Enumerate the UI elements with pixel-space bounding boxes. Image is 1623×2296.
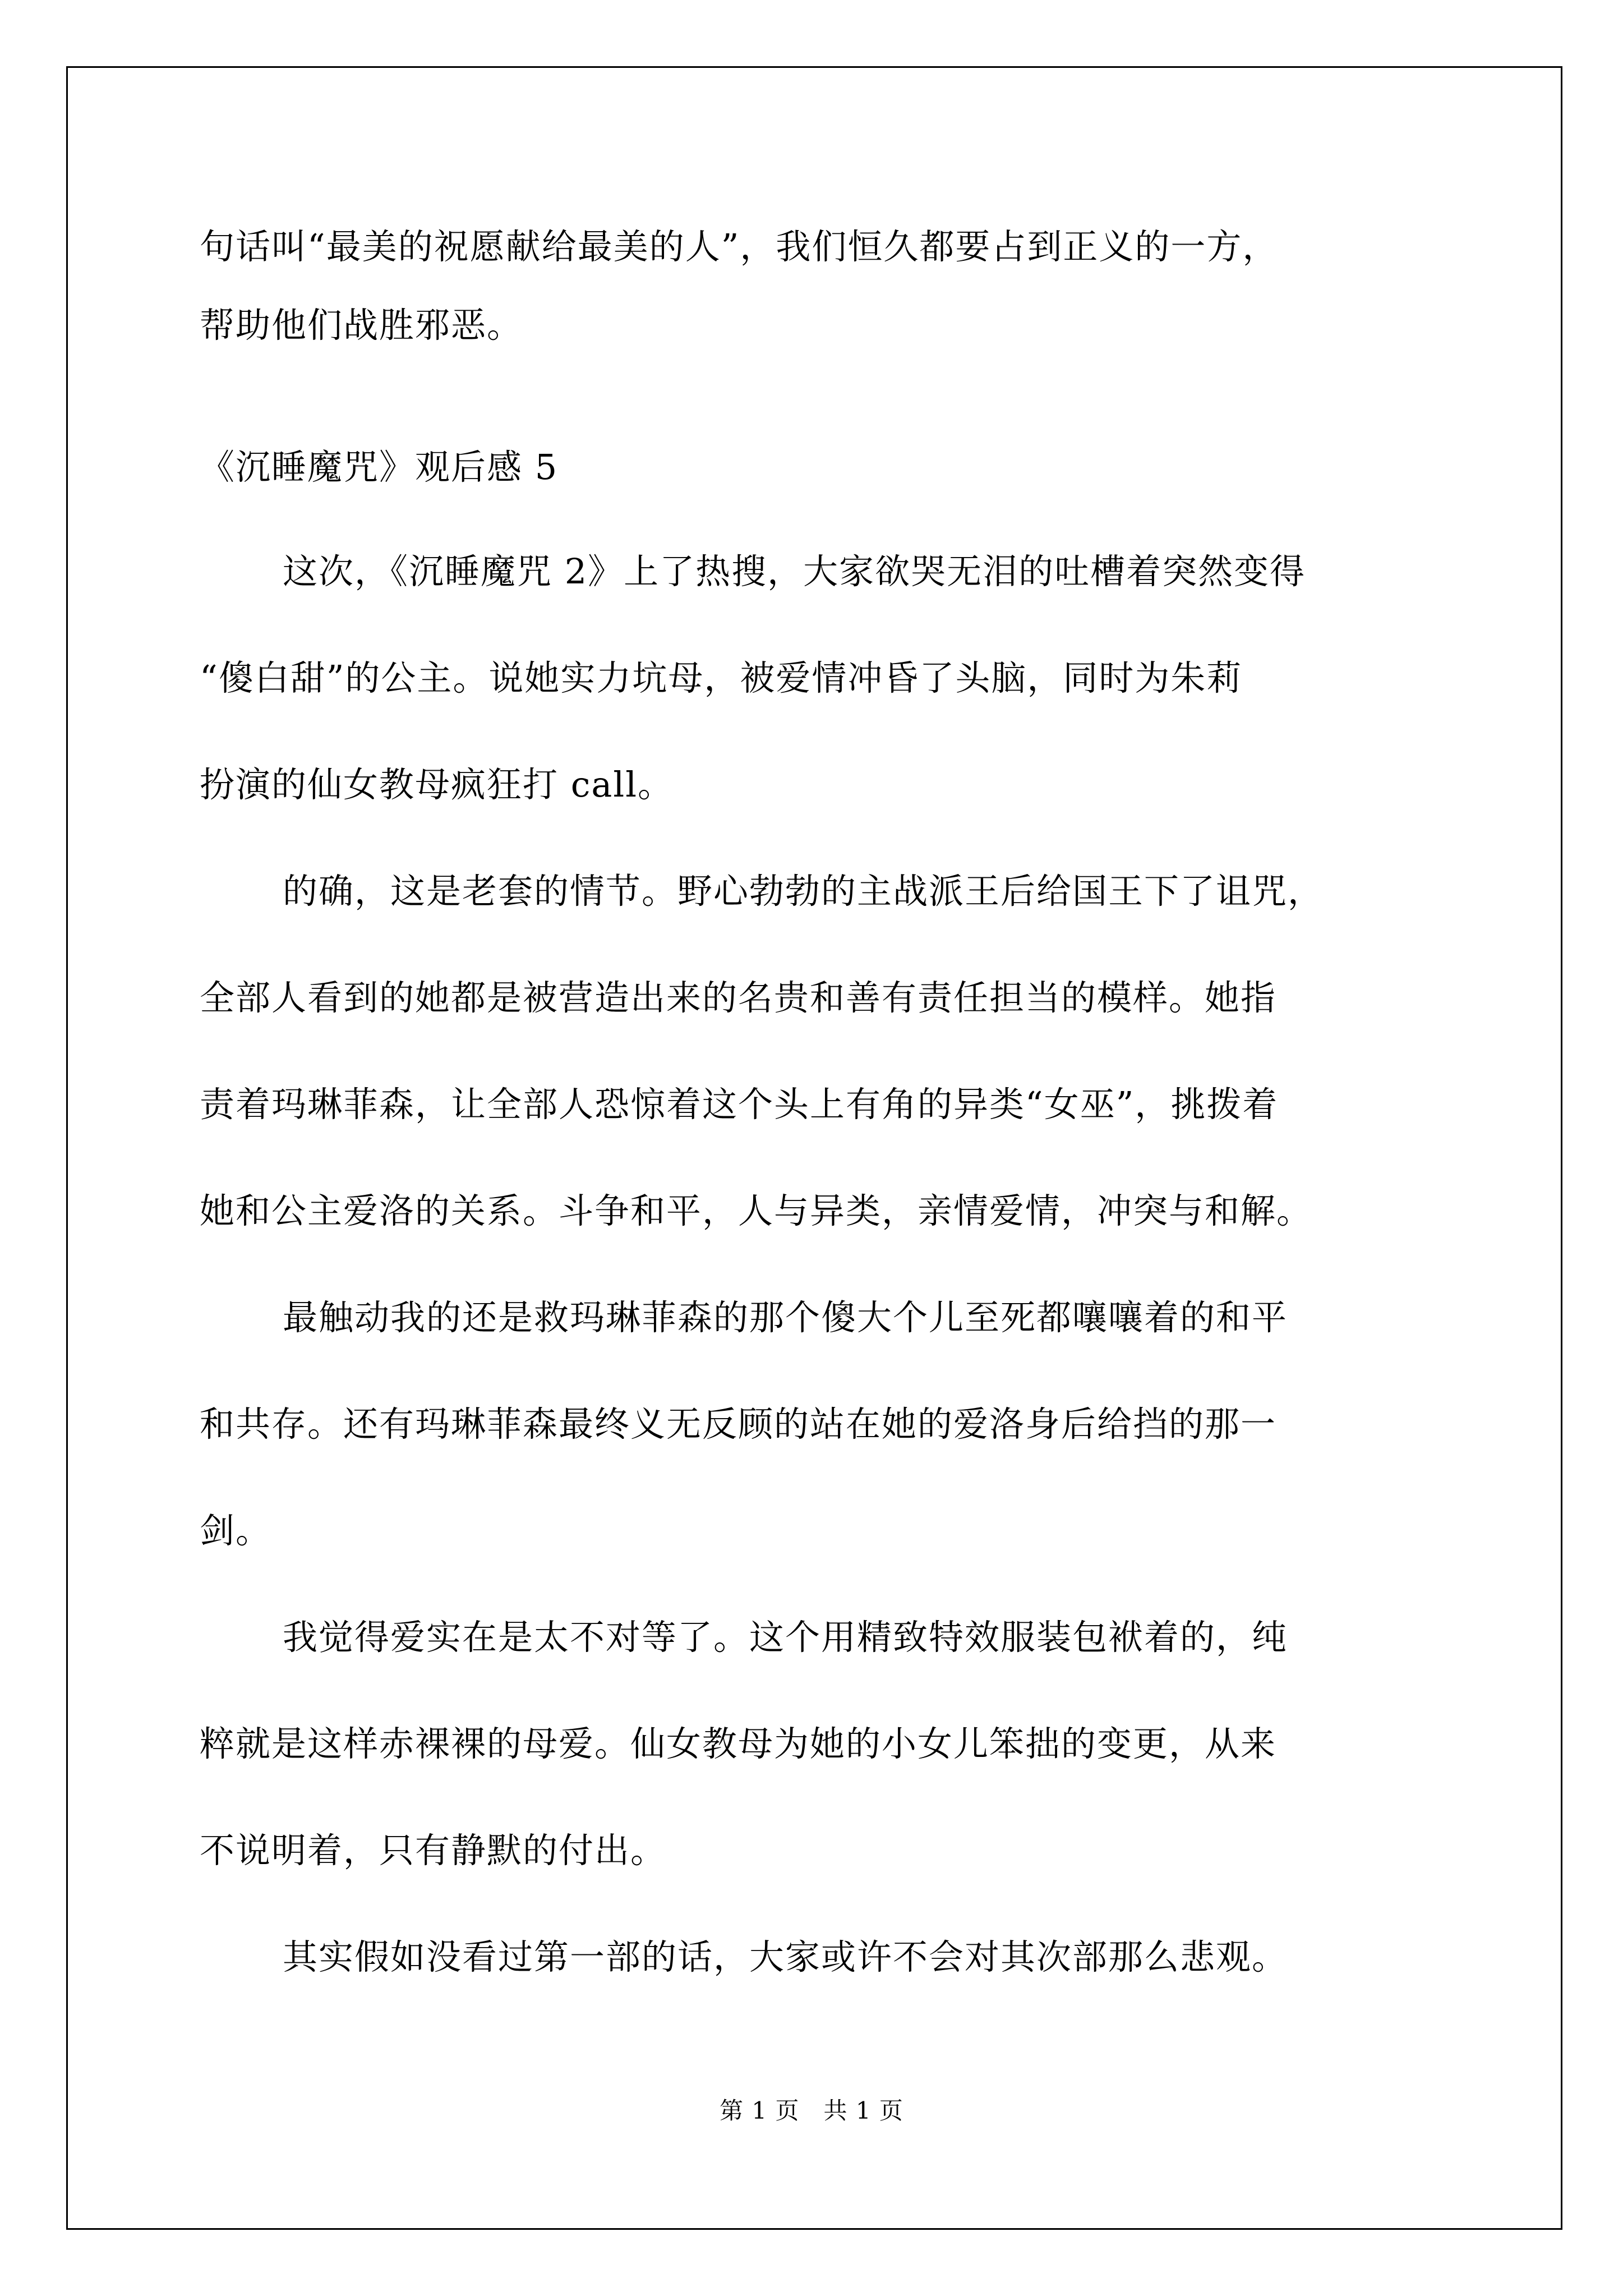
paragraph-line: 句话叫“最美的祝愿献给最美的人”，我们恒久都要占到正义的一方，: [200, 226, 1279, 267]
paragraph-line: 责着玛琳菲森，让全部人恐惊着这个头上有角的异类“女巫”，挑拨着: [200, 1084, 1279, 1125]
paragraph-line: 扮演的仙女教母疯狂打 call。: [200, 764, 674, 805]
paragraph-line: 她和公主爱洛的关系。斗争和平，人与异类，亲情爱情，冲突与和解。: [200, 1190, 1313, 1231]
paragraph-line: 不说明着，只有静默的付出。: [200, 1830, 667, 1871]
page-footer: 第 1 页 共 1 页: [720, 2097, 903, 2124]
paragraph-line: “傻白甜”的公主。说她实力坑母，被爱情冲昏了头脑，同时为朱莉: [200, 657, 1243, 698]
paragraph-line: 最触动我的还是救玛琳菲森的那个傻大个儿至死都嚷嚷着的和平: [283, 1297, 1288, 1338]
page-frame: [66, 66, 1562, 2230]
paragraph-line: 我觉得爱实在是太不对等了。这个用精致特效服装包袱着的，纯: [283, 1617, 1288, 1658]
paragraph-line: 这次，《沉睡魔咒 2》上了热搜，大家欲哭无泪的吐槽着突然变得: [283, 551, 1306, 592]
section-heading: 《沉睡魔咒》观后感 5: [200, 447, 559, 487]
paragraph-line: 全部人看到的她都是被营造出来的名贵和善有责任担当的模样。她指: [200, 977, 1277, 1018]
paragraph-line: 粹就是这样赤裸裸的母爱。仙女教母为她的小女儿笨拙的变更，从来: [200, 1723, 1277, 1764]
paragraph-line: 帮助他们战胜邪恶。: [200, 305, 523, 346]
paragraph-line: 和共存。还有玛琳菲森最终义无反顾的站在她的爱洛身后给挡的那一: [200, 1404, 1277, 1444]
paragraph-line: 剑。: [200, 1510, 272, 1551]
paragraph-line: 的确，这是老套的情节。野心勃勃的主战派王后给国王下了诅咒，: [283, 871, 1324, 912]
paragraph-line: 其实假如没看过第一部的话，大家或许不会对其次部那么悲观。: [283, 1936, 1288, 1977]
